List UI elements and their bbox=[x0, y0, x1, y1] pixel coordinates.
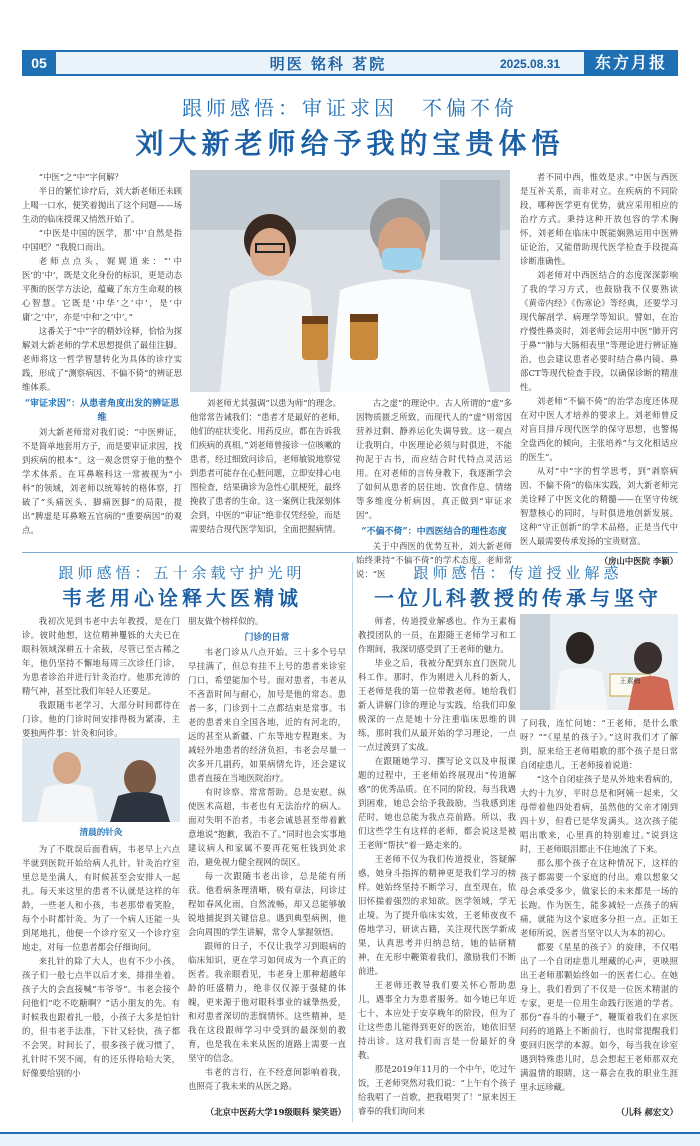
acupuncture-photo bbox=[22, 738, 180, 822]
paragraph: 了问我，连忙问她：“王老师，是什么歌呀？”“《星星的孩子》。”这时我们才了解到，原来给王老师唱歌的那个孩子是日常自闭症患儿，王老师接着说道： bbox=[520, 718, 678, 770]
paragraph: 那是2019年11月的一个中午，吃过午饭，王老师突然对我们说：“上午有个孩子给我唱了一首歌，把我唱哭了！”原来因王睿奉的我们询问来 bbox=[358, 1064, 516, 1116]
lead-title: 刘大新老师给予我的宝贵体悟 bbox=[135, 127, 565, 160]
paragraph: 韦老门诊从八点开始。三十多个号早早挂满了，但总有挂不上号的患者来诊室门口，希望能加个号。面对患者，韦老从不吝啬时间与耐心，加号是他的常态。患者一多，门诊到十二点都结束是常事。韦老的患者来自全国各地，近的有河北的，远的甚至从新疆、广东等地专程跑来。为减轻外地患者的经济负担，韦老会尽量一次多开几副药，如果病情允许，还会建议患者直接在当地医院治疗。 bbox=[188, 647, 346, 783]
issue-date: 2025.08.31 bbox=[500, 57, 561, 71]
doctor-teaching-photo bbox=[190, 170, 510, 392]
article2-column-2 bbox=[188, 614, 346, 1102]
pediatric-clinic-photo bbox=[520, 614, 678, 710]
paragraph: 那么那个孩子在这种情况下，这样的孩子都需要一个家庭的付出。难以想象父母会承受多少，做家长的未来都是一场的长跑。作为医生，能多减轻一点孩子的病痛，就能为这个家庭多分担一点。正如王老师所说，医者当坚守以人为本的初心。 bbox=[520, 858, 678, 938]
paragraph: 都要《星星的孩子》的旋律，不仅唱出了一个自闭症患儿埋藏的心声，更映照出王老师那颗始终如一的医者仁心。在她身上，我们看到了不仅是一位医术精湛的专家，更是一位用生命践行医道的学者。那份“春斗的小鞭子”，鞭策着我们在求医问药的道路上不断前行，也时常提醒我们要回归医学的本源。如今，每当我在诊室遇到特殊患儿时，总会想起王老师那双充满温情的眼睛，这一幕会在我的职业生涯里永远珍藏。 bbox=[520, 942, 678, 1092]
lead-kicker: 跟师感悟：审证求因 不偏不倚 bbox=[182, 96, 518, 120]
paragraph: 我跟随韦老学习，大部分时间都待在门诊。他的门诊时间安排得极为紧凑，主要独两件事：针灸和问诊。 bbox=[22, 700, 180, 738]
byline: （房山中医院 李颖） bbox=[599, 556, 678, 566]
subheading: “不偏不倚”：中西医结合的理性态度 bbox=[361, 527, 507, 537]
article3-title: 一位儿科教授的传承与坚守 bbox=[374, 586, 662, 610]
paragraph: 刘大新老师常对我们说：“中医辨证，不是简单地套用方子，而是要审证求因，找到疾病的根本”。这一观念贯穿于他的整个学术体系。在耳鼻喉科这一常被视为“小科”的领域，刘老师以统筹转的格体察，打破了“头痛医头、脚痛医脚”的局限，提出“脾虚是耳鼻喉五官病的“重要病因”的观点。 bbox=[22, 427, 182, 535]
paragraph: 跟师的日子，不仅让我学习到眼病的临床知识，更在学习如何成为一个真正的医者。我亲眼看见，韦老身上那种超越年龄的旺盛精力，绝非仅仅源于强健的体魄，更来源于他对眼科事业的诚挚热爱，和对患者深切的悲悯情怀。这些精神，是我在这段跟师学习中受到的最深刻的教育，也是我在未来从医的道路上需要一直坚守的信念。 bbox=[188, 941, 346, 1063]
column-divider bbox=[352, 562, 353, 1122]
lead-photo-text: 刘老师尤其强调“以患为师”的理念。他常常告诫我们：“患者才是最好的老师，他们的症状变化、用药反应，都在告诉我们疾病的真相。”刘老师曾接诊一位咳嗽的患者，经过细致问诊后，老师敏锐地察觉到患者可能存在心脏问题，立即安排心电图检查，结果确诊为急性心肌梗死，最终挽救了患者的生命。这一案例让我深刻体会到，中医的“审证”绝非仅凭经验，而是需要结合现代医学知识，全面把握病情。 bbox=[190, 398, 346, 534]
footer-strip bbox=[0, 1132, 700, 1146]
lead-column-4 bbox=[520, 170, 678, 566]
masthead: 东方月报 bbox=[584, 50, 678, 76]
paragraph: 每一次跟随韦老出诊，总是能有所获。他看病条理清晰，极有章法，问诊过程如春风化雨，自然流畅，却又总能够敏锐地捕捉到关键信息。遇到典型病例，他会向周围的学生讲解，常令人掌握领悟。 bbox=[188, 871, 346, 937]
paragraph: 古之虚”的理论中。古人所谓的“虚”多因物质匮乏所致，而现代人的“虚”则常因营养过剩、静养运化失调导致。这一观点让我明白，中医理论必须与时俱进，不能拘泥于古书，而应结合时代特点灵活运用。在对老师的言传身教下，我逐渐学会了如何从患者的居住地、饮食作息、情绪等多维度分析病因，真正做到“审证求因”。 bbox=[356, 398, 512, 520]
article2-column-1 bbox=[22, 614, 180, 738]
paragraph: 这番关于“中”字的精妙诠释，恰恰为探解刘大新老师的学术思想提供了最佳注脚。老师将这一哲学智慧转化为具体的诊疗实践，形成了“测察病因、不偏不倚”的辨证思维体系。 bbox=[22, 326, 182, 392]
nameplate: 王素梅 bbox=[619, 677, 641, 685]
paragraph: 师者，传道授业解惑也。作为王素梅教授团队的一员，在跟随王老师学习和工作期间，我深切感受到了王老师的魅力。 bbox=[358, 616, 516, 654]
byline: （北京中医药大学19级眼科 梁笑语） bbox=[205, 1107, 346, 1117]
paragraph: “这个自闭症孩子是从外地来看病的，大约十九岁，平时总是和阿姨一起来，父母带着他四处看病，虽然他的父亲才刚到四十岁，但看已是华发满头。这次孩子能唱出歌来，心里真的特别难过。”说到这时，王老师眼泪都止不住地流了下来。 bbox=[520, 774, 678, 854]
paragraph: 王老师不仅为我们传道授业，答疑解惑，她身斗指挥的精神更是我们学习的榜样。她始终坚持不断学习，直至现在，依旧怀揣着强烈的求知欲。医学领域，学无止境。为了提升临床实效，王老师夜夜不倦地学习，研读古籍，关注现代医学新成果，认真思考并归纳总结，她的钻研精神，在无形中鞭策着我们，激励我们不断前进。 bbox=[358, 854, 516, 976]
paragraph: 我初次见到韦老中去年教授，是在门诊。彼时他想，这位精神矍铄的大夫已在眼科领域深耕五十余载，尽管已至古稀之年，他仍坚持不懈地每周三次诊任门诊，为患者诊治并进行针灸治疗。他那充沛的精气神，甚至比我们年轻人还要足。 bbox=[22, 616, 180, 696]
photo-illustration bbox=[190, 170, 510, 392]
paragraph: 朋友做个榜样似的。 bbox=[188, 616, 264, 626]
byline: （儿科 郝宏文） bbox=[616, 1107, 678, 1117]
paragraph: 来扎针的除了大人，也有不少小孩。孩子们一般七点半以后才来，排排坐着。孩子大的会直接喊“韦爷爷”。韦老会接个问他们“吃不吃糖啊？”话小朋友的先。有时候我也跟着扎一般，小孩子大多是怕针的，但韦老手法准，下针又轻快，孩子都不会哭。时间长了，很多孩子就习惯了，扎针时不哭不闹，有的还乐得哈哈大笑，好像要给别的小 bbox=[22, 956, 180, 1078]
photo-illustration bbox=[520, 614, 678, 710]
paragraph: 毕业之后，我被分配到东直门医院儿科工作。那时，作为刚进入儿科的新人，王老师是我的第一位带教老师。她给我们新人讲解门诊的理论与实践，给我们印象极深的一点是她十分注重临床思维的训练，那时我们从最开始的学习理论，一点一点过渡到了实战。 bbox=[358, 658, 516, 752]
paragraph: 王老师还教导我们要关怀心帮助患儿，遇事全力为患者服务。如今她已年近七十，本应处于安享晚年的阶段，但为了让这些患儿能得到更好的医治，她依旧坚持出诊。这对我们而言是一份最好的身教。 bbox=[358, 980, 516, 1060]
paragraph: 关于中西医的优势互补，刘大新老师始终秉持“不偏不倚”的学术态度。老师常说：“医 bbox=[356, 541, 512, 579]
paragraph: 有时诊察、常常帮助。总是安慰。纵使医术高超，韦老也有无法治疗的病人。面对失明不治者，韦老会诚恳甚至带着歉意地说“抱歉，我治不了。”同时也会实事地建议病人和家属不要再花冤枉钱到处求治，避免视力健全视网的误区。 bbox=[188, 787, 346, 867]
paragraph: 刘老师对中西医结合的态度深深影响了我的学习方式，也鼓励我不仅要熟读《黄帝内经》《伤寒论》等经典，还要学习现代解剖学、病理学等知识。譬如，在治疗慢性鼻炎时，刘老师会运用中医“肺开窍于鼻”“肺与大肠相表里”等理论进行辨证施治，也会建议患者必要时结合鼻内镜、鼻部CT等现代检查手段，以确保诊断的精准性。 bbox=[520, 270, 678, 392]
subheading: “审证求因”：从患者角度出发的辨证思维 bbox=[24, 399, 180, 423]
paragraph: “中医”之“中”字何解？ bbox=[38, 172, 123, 182]
paragraph: “中医是中国的医学，那‘中’自然是指中国吧？”我脱口而出。 bbox=[22, 228, 182, 252]
article3-column-1 bbox=[358, 614, 516, 1122]
paragraph: 刘老师“不偏不倚”的治学态度还体现在对中医人才培养的要求上。刘老师曾反对盲目排斥现代医学的保守思想，也警惕全盘西化的倾向，主张培养“与文化相适应的医生”。 bbox=[520, 396, 678, 462]
photo-caption: 清晨的针灸 bbox=[79, 828, 123, 838]
lead-column-3 bbox=[356, 396, 512, 579]
article2-title: 韦老用心诠释大医精诚 bbox=[62, 586, 302, 610]
article2-column-1b bbox=[22, 842, 180, 1102]
paragraph: 从对“中”字的哲学思考，到“剥察病因、不偏不倚”的临床实践，刘大新老师完美诠释了中医文化的精髓——在坚守传统智慧核心的同时，与时俱进地创新发展。这种“守正创新”的学术品格，正是当代中医人最需要传承发扬的宝贵财富。 bbox=[520, 466, 678, 546]
lead-column-1 bbox=[22, 170, 182, 536]
paragraph: 为了不耽误后面看病，韦老早上六点半就到医院开始给病人扎针。针灸治疗室里总是坐满人，有时候甚至会安排人一起扎。每天来这里的患者不认就是这样的年龄，一些老人和小孩，韦老那带着笑脸，每个小时都针灸。为了一个病人还能一头到尾地扎，他便一个诊疗室又一个诊疗室地走，对每一位患者都会仔细询问。 bbox=[22, 844, 180, 952]
photo-illustration bbox=[22, 738, 180, 822]
article2-kicker: 跟师感悟：五十余载守护光明 bbox=[58, 564, 306, 582]
page-header bbox=[0, 0, 700, 82]
paragraph: 韦老的言行，在不经意间影响着我，也照亮了我未来的从医之路。 bbox=[188, 1067, 346, 1091]
article3-column-2 bbox=[520, 716, 678, 1102]
paragraph: 半日的繁忙诊疗后，刘大新老师还未顾上喝一口水，便笑着抛出了这个问题——场生动的临床授课又悄然开始了。 bbox=[22, 186, 182, 224]
subheading: 门诊的日常 bbox=[244, 633, 290, 643]
page-number: 05 bbox=[22, 50, 56, 76]
paragraph: 在跟随她学习、撰写论文以及申报课题的过程中，王老师始终展现出“传道解惑”的优秀品质。在不同的阶段，每当我遇到困难，她总会给予我鼓励，当我感到迷茫时，她也总能为我点亮前路。所以，我们这些学生有这样的老师，都会说这是被王老师“帮扶”着一路走来的。 bbox=[358, 756, 516, 850]
section-divider bbox=[22, 552, 678, 553]
paragraph: 者不同中西，惟效是求。”中医与西医是互补关系，而非对立。在疾病的不同阶段，哪种医学更有优势，就应采用相应的治疗方式。秉持这种开放包容的学术胸怀，刘老师在临床中既能娴熟运用中医辨证论治，又能借助现代医学检查手段提高诊断准确性。 bbox=[520, 172, 678, 266]
section-title: 明医 铭科 茗院 bbox=[269, 55, 387, 73]
article3-kicker: 跟师感悟：传道授业解惑 bbox=[413, 564, 623, 582]
paragraph: 老师点点头，娓娓道来：“‘中医’的‘中’，既是文化身份的标识，更是动态平衡的医学方法论，蕴藏了东方生命观的核心智慧。它既是‘中华’之‘中’，是‘中庸’之‘中’，亦是‘中和’之‘中’。” bbox=[22, 256, 182, 322]
